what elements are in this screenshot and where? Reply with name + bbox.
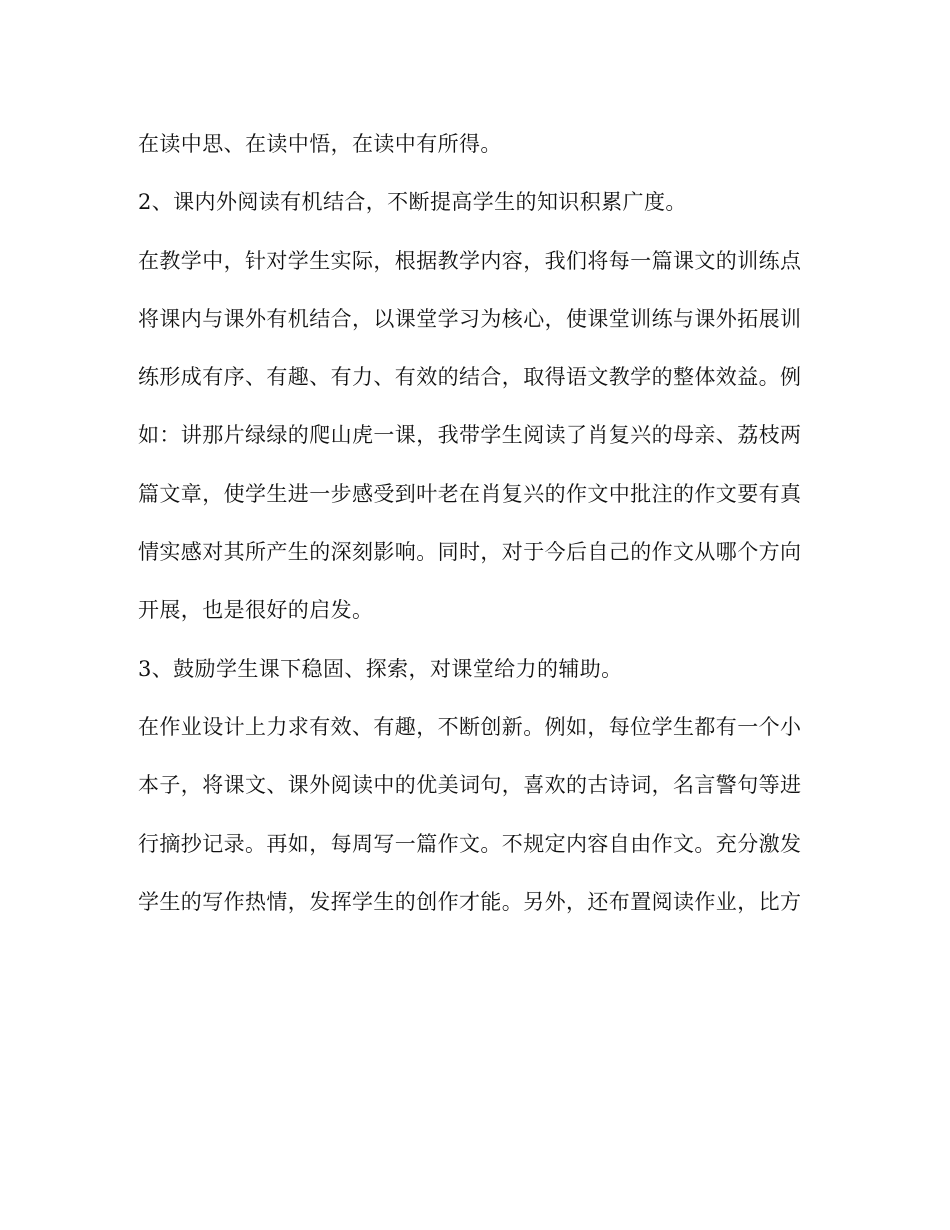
text-line: 本子，将课文、课外阅读中的优美词句，喜欢的古诗词，名言警句等进 [138,773,802,798]
text-line: 如：讲那片绿绿的爬山虎一课，我带学生阅读了肖复兴的母亲、荔枝两 [138,423,802,448]
text-line: 开展，也是很好的启发。 [138,598,374,623]
text-line: 在作业设计上力求有效、有趣，不断创新。例如，每位学生都有一个小 [138,714,802,739]
text-line: 在读中思、在读中悟，在读中有所得。 [138,132,502,156]
body-text [138,120,818,936]
text-line: 情实感对其所产生的深刻影响。同时，对于今后自己的作文从哪个方向 [138,540,802,565]
text-line: 篇文章，使学生进一步感受到叶老在肖复兴的作文中批注的作文要有真 [138,481,802,506]
text-line: 行摘抄记录。再如，每周写一篇作文。不规定内容自由作文。充分激发 [138,831,802,856]
text-line: 在教学中，针对学生实际，根据教学内容，我们将每一篇课文的训练点 [138,248,802,273]
section-heading: 3、鼓励学生课下稳固、探索，对课堂给力的辅助。 [138,656,623,681]
text-line: 学生的写作热情，发挥学生的创作才能。另外，还布置阅读作业，比方 [138,889,802,914]
text-line: 练形成有序、有趣、有力、有效的结合，取得语文教学的整体效益。例 [138,365,802,390]
section-heading: 2、课内外阅读有机结合，不断提高学生的知识积累广度。 [138,190,687,215]
text-line: 将课内与课外有机结合，以课堂学习为核心，使课堂训练与课外拓展训 [138,306,802,331]
